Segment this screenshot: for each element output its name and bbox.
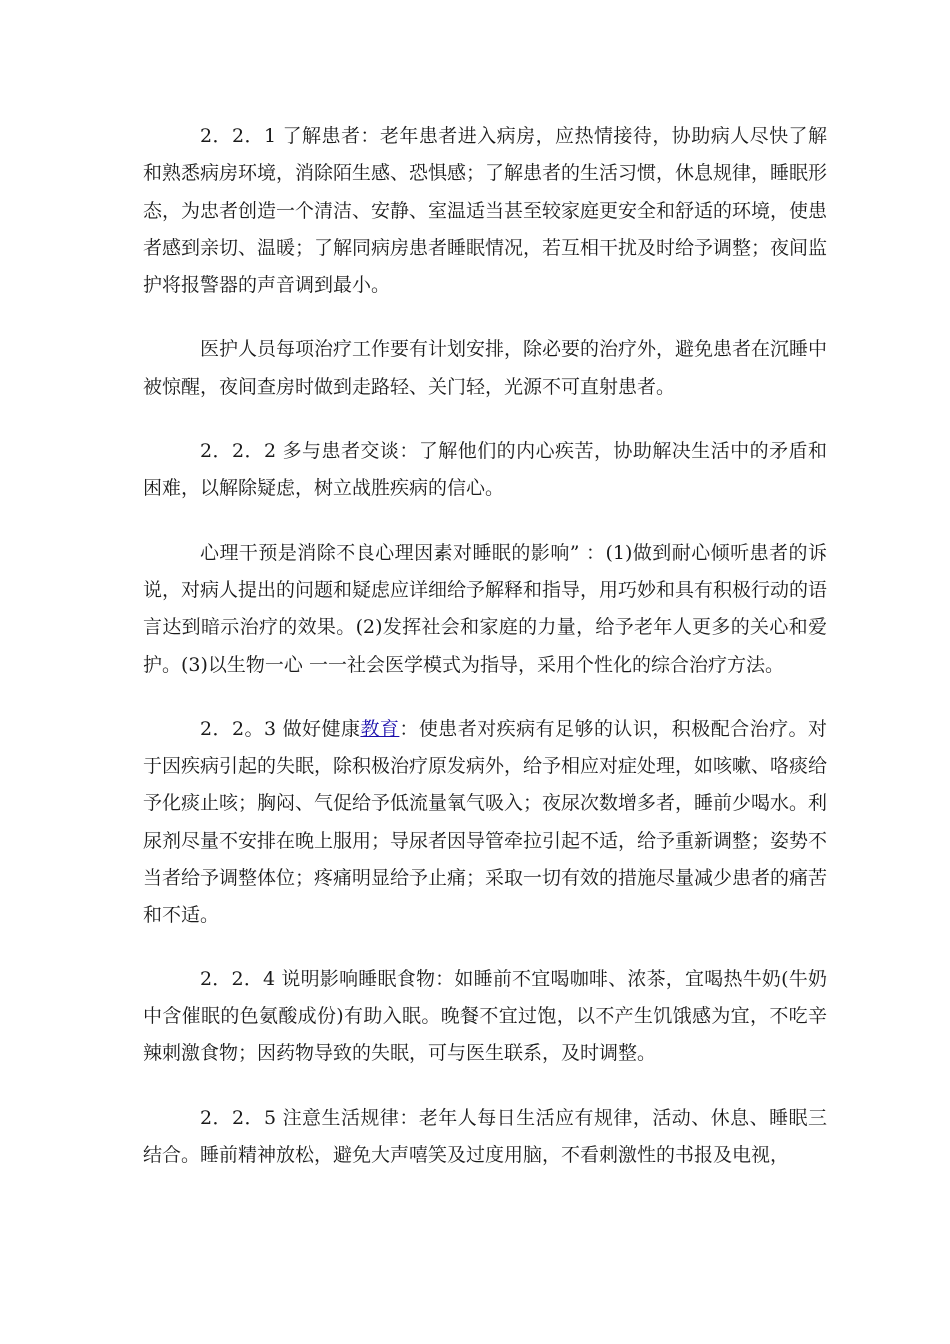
- paragraph-2-2-3-body: ：使患者对疾病有足够的认识，积极配合治疗。对于因疾病引起的失眠，除积极治疗原发病外，给予相应对症处理，如咳嗽、咯痰给予化痰止咳；胸闷、气促给予低流量氧气吸入；夜尿次数增多者，睡前少喝水。利尿剂尽量不安排在晚上服用；导尿者因导管牵拉引起不适，给予重新调整；姿势不当者给予调整体位；疼痛明显给予止痛；采取一切有效的措施尽量减少患者的痛苦和不适。: [143, 717, 828, 927]
- paragraph-2-2-2: 2．2．2 多与患者交谈：了解他们的内心疾苦，协助解决生活中的矛盾和困难，以解除疑虑，树立战胜疾病的信心。: [143, 440, 827, 500]
- document-body: [143, 118, 827, 1201]
- paragraph-treatment-plan: 医护人员每项治疗工作要有计划安排，除必要的治疗外，避免患者在沉睡中被惊醒，夜间查房时做到走路轻、关门轻，光源不可直射患者。: [143, 338, 828, 398]
- paragraph-2-2-4: 2．2．4 说明影响睡眠食物：如睡前不宜喝咖啡、浓茶，宜喝热牛奶(牛奶中含催眠的色氨酸成份)有助入眠。晚餐不宜过饱，以不产生饥饿感为宜，不吃辛辣刺激食物；因药物导致的失眠，可与医生联系，及时调整。: [143, 967, 827, 1065]
- education-link[interactable]: 教育: [360, 717, 400, 740]
- paragraph-2-2-3: [143, 711, 827, 935]
- paragraph-2-2-3-lead: 2．2。3 做好健康: [200, 717, 361, 740]
- paragraph-2-2-1: 2．2．1 了解患者：老年患者进入病房，应热情接待，协助病人尽快了解和熟悉病房环境，消除陌生感、恐惧感；了解患者的生活习惯，休息规律，睡眠形态，为忠者创造一个清洁、安静、室温适当甚至较家庭更安全和舒适的环境，使患者感到亲切、温暖；了解同病房患者睡眠情况，若互相干扰及时给予调整；夜间监护将报警器的声音调到最小。: [143, 125, 828, 297]
- paragraph-2-2-5: 2．2．5 注意生活规律：老年人每日生活应有规律，活动、休息、睡眠三结合。睡前精神放松，避免大声嘻笑及过度用脑，不看刺激性的书报及电视，: [143, 1106, 827, 1166]
- paragraph-psych-intervention: 心理干预是消除不良心理因素对睡眠的影响” ：(1)做到耐心倾听患者的诉说，对病人提出的问题和疑虑应详细给予解释和指导，用巧妙和具有积极行动的语言达到暗示治疗的效果。(2)发挥社会和家庭的力量，给予老年人更多的关心和爱护。(3)以生物一心 一一社会医学模式为指导，采用个性化的综合治疗方法。: [143, 541, 828, 676]
